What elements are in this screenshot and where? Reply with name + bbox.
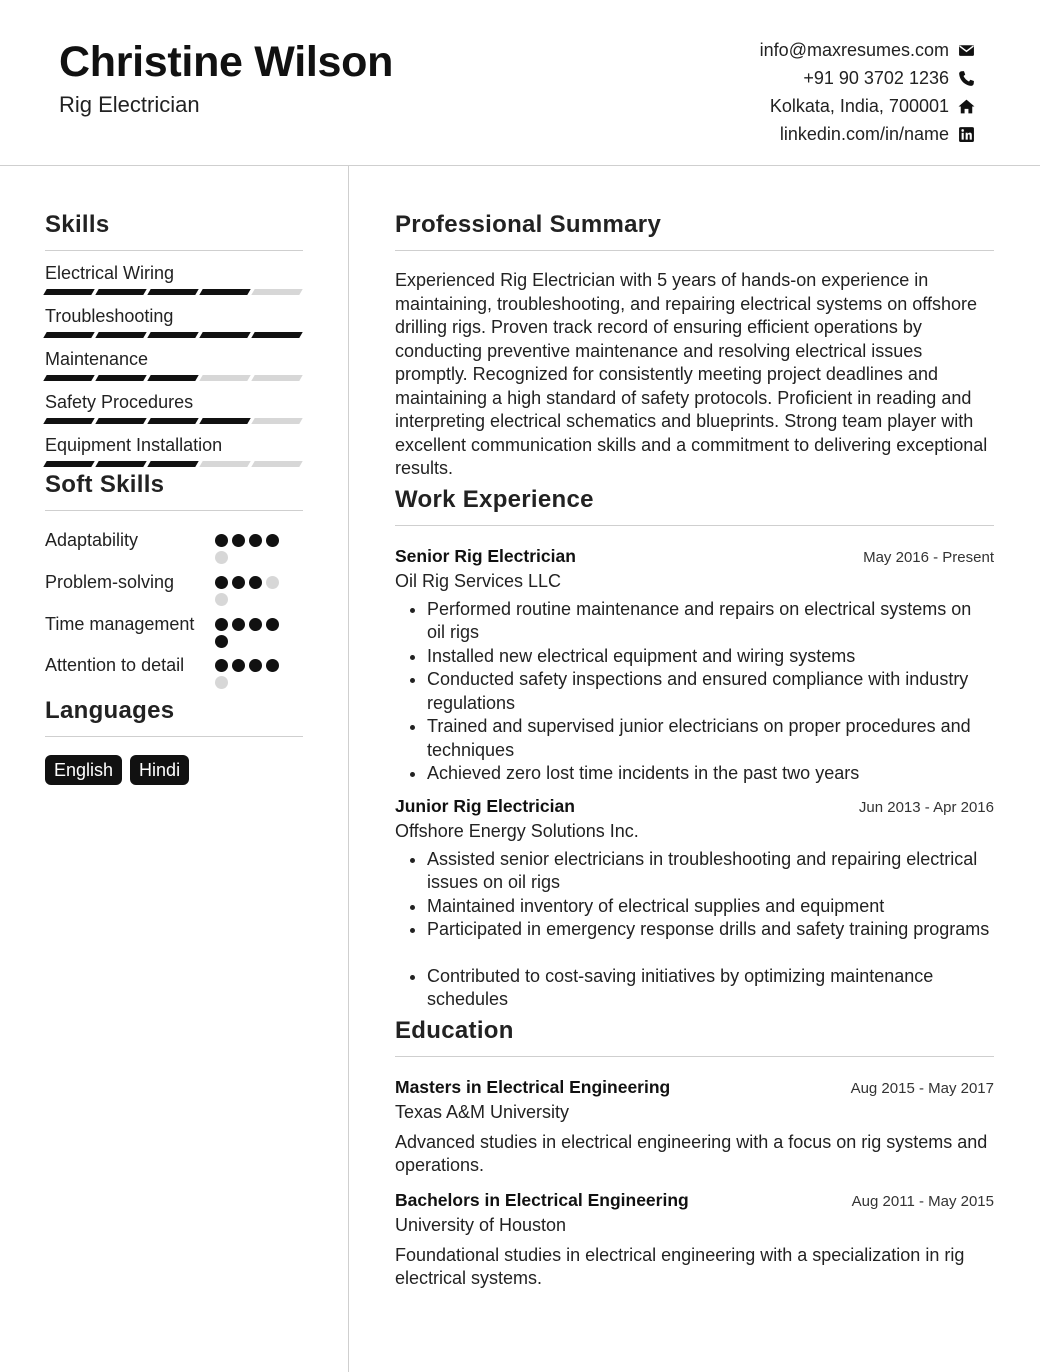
skill-name: Maintenance <box>45 349 149 369</box>
job-company: Offshore Energy Solutions Inc. <box>395 820 639 841</box>
contact-email-text: info@maxresumes.com <box>759 39 949 60</box>
skill-level-bar <box>45 418 303 424</box>
skill-level-bar <box>45 332 303 338</box>
job-header <box>395 546 994 567</box>
job-bullet: • Maintained inventory of electrical supplies and equipment <box>427 895 994 919</box>
job-title: Senior Rig Electrician <box>395 545 576 566</box>
rating-dot <box>249 576 262 589</box>
skill-level-segment <box>43 375 94 381</box>
soft-skills-list <box>45 528 303 689</box>
job-dates: Jun 2013 - Apr 2016 <box>858 798 994 816</box>
contact-email[interactable] <box>760 36 975 64</box>
job-bullet: • Conducted safety inspections and ensured compliance with industry regulations <box>427 668 994 715</box>
skill-level-segment <box>95 418 146 424</box>
soft-skills-heading: Soft Skills <box>45 471 165 498</box>
job-title: Junior Rig Electrician <box>395 795 575 816</box>
rating-dot <box>249 618 262 631</box>
skill-level-segment <box>251 332 302 338</box>
soft-skill-item <box>45 612 303 648</box>
skill-name: Electrical Wiring <box>45 263 175 283</box>
education-heading: Education <box>395 1016 514 1044</box>
languages-heading: Languages <box>45 697 175 724</box>
rating-dot <box>232 534 245 547</box>
education-degree: Masters in Electrical Engineering <box>395 1076 671 1097</box>
skill-level-segment <box>147 418 198 424</box>
experience-section <box>395 483 994 1012</box>
skill-level-segment <box>95 289 146 295</box>
soft-skills-section <box>45 468 303 689</box>
soft-skill-item <box>45 653 303 689</box>
skill-level-segment <box>147 375 198 381</box>
skill-name: Equipment Installation <box>45 435 223 455</box>
rating-dot <box>215 593 228 606</box>
job-company: Oil Rig Services LLC <box>395 570 562 591</box>
rating-dot <box>215 618 228 631</box>
column-divider <box>348 166 349 1372</box>
skill-item <box>45 251 303 294</box>
skill-level-segment <box>95 375 146 381</box>
contact-phone-text: +91 90 3702 1236 <box>803 67 949 88</box>
linkedin-icon <box>957 125 975 143</box>
right-column <box>395 208 994 1291</box>
job-bullet: • Assisted senior electricians in troubleshooting and repairing electrical issues on oil rigs <box>427 848 994 895</box>
job-bullet: • Contributed to cost-saving initiatives by optimizing maintenance schedules <box>427 965 994 1012</box>
education-school: University of Houston <box>395 1214 567 1235</box>
job-header <box>395 796 994 817</box>
education-degree: Bachelors in Electrical Engineering <box>395 1189 689 1210</box>
phone-icon <box>957 69 975 87</box>
contact-list <box>760 36 975 148</box>
skill-level-segment <box>199 332 250 338</box>
rating-dot <box>249 534 262 547</box>
skill-name: Safety Procedures <box>45 392 194 412</box>
skill-level-segment <box>147 332 198 338</box>
skill-level-segment <box>43 332 94 338</box>
skill-name: Troubleshooting <box>45 306 174 326</box>
rating-dot <box>232 659 245 672</box>
soft-skill-rating <box>215 570 295 606</box>
rating-dot <box>215 551 228 564</box>
job-bullet: • Performed routine maintenance and repairs on electrical systems on oil rigs <box>427 598 994 645</box>
job-bullets <box>395 598 994 786</box>
languages-rule <box>45 736 303 737</box>
skill-level-segment <box>147 289 198 295</box>
job-bullet: • Installed new electrical equipment and wiring systems <box>427 645 994 669</box>
rating-dot <box>232 576 245 589</box>
skill-level-segment <box>199 289 250 295</box>
envelope-icon <box>957 41 975 59</box>
contact-address <box>760 92 975 120</box>
contact-linkedin[interactable] <box>760 120 975 148</box>
rating-dot <box>266 659 279 672</box>
skills-section <box>45 208 303 466</box>
soft-skill-item <box>45 528 303 564</box>
education-description: Advanced studies in electrical engineering with a focus on rig systems and operations. <box>395 1131 988 1175</box>
rating-dot <box>215 676 228 689</box>
rating-dot <box>215 635 228 648</box>
education-dates: Aug 2015 - May 2017 <box>850 1079 994 1097</box>
experience-heading: Work Experience <box>395 485 594 513</box>
left-column <box>45 208 303 785</box>
rating-dot <box>215 534 228 547</box>
soft-skill-rating <box>215 653 295 689</box>
soft-skill-name: Adaptability <box>45 530 139 550</box>
skills-list <box>45 251 303 466</box>
skill-item <box>45 337 303 380</box>
education-description: Foundational studies in electrical engineering with a specialization in rig electrical systems. <box>395 1244 965 1288</box>
skill-level-segment <box>251 418 302 424</box>
skill-level-bar <box>45 461 303 467</box>
home-icon <box>957 97 975 115</box>
rating-dot <box>266 534 279 547</box>
skill-level-bar <box>45 375 303 381</box>
rating-dot <box>249 659 262 672</box>
rating-dot <box>215 576 228 589</box>
soft-skill-item <box>45 570 303 606</box>
skill-level-bar <box>45 289 303 295</box>
experience-rule <box>395 525 994 526</box>
summary-text: Experienced Rig Electrician with 5 years of hands-on experience in maintaining, troubleshooting, and repairing electrical systems on offshore drilling rigs. Proven track record of ensuring efficient operations by conducting preventive maintenance and resolving electrical issues promptly. Recognized for consistently meeting project deadlines and maintaining a high standard of safety protocols. Proficient in reading and interpreting electrical schematics and blueprints. Strong team player with excellent communication skills and a commitment to delivering exceptional results. <box>395 270 988 478</box>
job-entry <box>395 546 994 786</box>
skill-level-segment <box>95 461 146 467</box>
languages-section <box>45 694 303 785</box>
rating-dot <box>232 618 245 631</box>
education-rule <box>395 1056 994 1057</box>
skill-item <box>45 423 303 466</box>
skill-level-segment <box>251 461 302 467</box>
soft-skill-name: Problem-solving <box>45 572 175 592</box>
skill-level-segment <box>251 375 302 381</box>
contact-address-text: Kolkata, India, 700001 <box>769 95 949 116</box>
job-bullet: • Trained and supervised junior electricians on proper procedures and techniques <box>427 715 994 762</box>
jobs-list <box>395 546 994 1012</box>
rating-dot <box>266 576 279 589</box>
language-tag: English <box>45 755 122 785</box>
education-list <box>395 1077 994 1291</box>
education-header <box>395 1077 994 1098</box>
skill-level-segment <box>199 418 250 424</box>
soft-skill-name: Time management <box>45 614 195 634</box>
education-entry <box>395 1190 994 1291</box>
contact-linkedin-text: linkedin.com/in/name <box>779 123 949 144</box>
skill-item <box>45 380 303 423</box>
summary-heading: Professional Summary <box>395 211 662 238</box>
skill-level-segment <box>43 289 94 295</box>
skills-heading: Skills <box>45 211 110 238</box>
education-school: Texas A&M University <box>395 1101 570 1122</box>
soft-skill-rating <box>215 612 295 648</box>
soft-skill-rating <box>215 528 295 564</box>
skill-level-segment <box>147 461 198 467</box>
rating-dot <box>215 659 228 672</box>
education-dates: Aug 2011 - May 2015 <box>851 1192 994 1210</box>
education-entry <box>395 1077 994 1178</box>
candidate-title: Rig Electrician <box>59 92 200 117</box>
skill-item <box>45 294 303 337</box>
soft-skills-rule <box>45 510 303 511</box>
contact-phone[interactable] <box>760 64 975 92</box>
job-dates: May 2016 - Present <box>863 548 994 566</box>
language-tag: Hindi <box>130 755 189 785</box>
job-entry <box>395 796 994 1012</box>
candidate-name: Christine Wilson <box>59 38 394 86</box>
skill-level-segment <box>43 418 94 424</box>
soft-skill-name: Attention to detail <box>45 655 185 675</box>
languages-list <box>45 755 303 785</box>
skill-level-segment <box>251 289 302 295</box>
education-header <box>395 1190 994 1211</box>
job-bullets <box>395 848 994 1012</box>
skill-level-segment <box>95 332 146 338</box>
summary-section <box>395 208 994 481</box>
summary-rule <box>395 250 994 251</box>
job-bullet: • Participated in emergency response drills and safety training programs <box>427 918 994 942</box>
skill-level-segment <box>199 461 250 467</box>
rating-dot <box>266 618 279 631</box>
job-bullet: • Achieved zero lost time incidents in the past two years <box>427 762 994 786</box>
skill-level-segment <box>43 461 94 467</box>
education-section <box>395 1014 994 1291</box>
resume-header <box>0 0 1040 166</box>
skill-level-segment <box>199 375 250 381</box>
